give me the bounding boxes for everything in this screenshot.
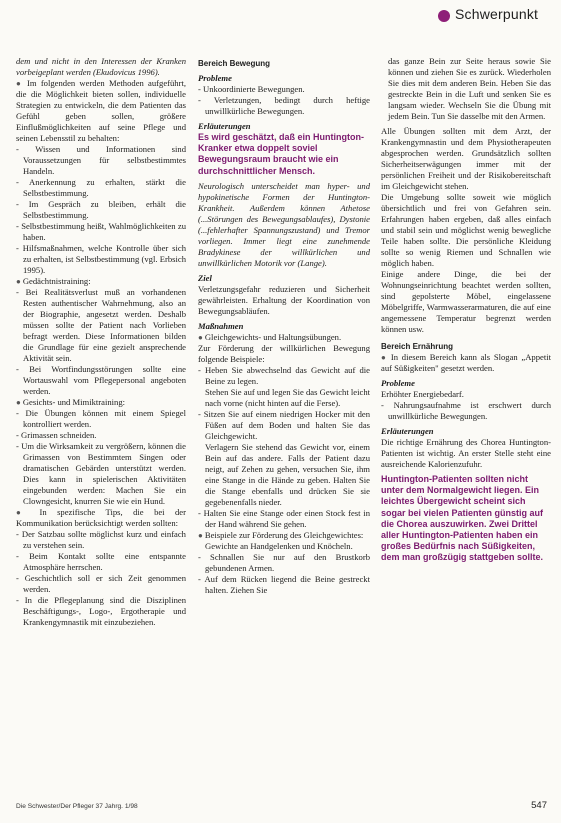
column-2 (198, 56, 370, 596)
list-item: - Unkoordinierte Bewegungen. (198, 84, 370, 95)
page-header (0, 0, 561, 36)
bullet-paragraph: ● Im folgenden werden Methoden aufgeführt, die die Möglichkeit bieten sollen, individuelle Strategien zu entwickeln, die dem Patienten das Gefühl geben sollen, größere Einflußmöglichkeiten auf seine Pflege und seinen Lebensstil zu behalten: (16, 78, 186, 144)
bullet-paragraph: ● Gleichgewichts- und Haltungsübungen. (198, 332, 370, 343)
section-title: Schwerpunkt (455, 6, 539, 22)
list-item: - Geschichtlich soll er sich Zeit genommen werden. (16, 573, 186, 595)
list-item: - Um die Wirksamkeit zu vergrößern, können die Grimassen von Bestimmtem Singen oder dramatischen Gebärden unterstützt werden. Dies kann in spielerischen Aktivitäten eingebunden werden: Machen Sie ein Clowngesicht, knurren Sie wie ein Hund. (16, 441, 186, 507)
paragraph: Zur Förderung der willkürlichen Bewegung folgende Beispiele: (198, 342, 370, 364)
list-item: - Hilfsmaßnahmen, welche Kontrolle über sich zu erhalten, ist Selbstbestimmung (vgl. Erbsich 1995). (16, 243, 186, 276)
bullet-paragraph: ● Gedächtnistraining: (16, 276, 186, 287)
list-item: - Bei Realitätsverlust muß an vorhandenen Resten authentischer Wahrnehmung, also an der Biographie, angesetzt werden. Deshalb müssen sollte der Patient nach Vorlieben befragt werden. Diese Informationen bilden die Grundlage für eine gezielt ansprechende Aktivität sein. (16, 287, 186, 364)
bullet-paragraph: ● In spezifische Tips, die bei der Kommunikation berücksichtigt werden sollten: (16, 507, 186, 529)
paragraph: dem und nicht in den Interessen der Kranken vorbeigeplant werden (Ekudovicus 1996). (16, 56, 186, 77)
page-number: 547 (531, 800, 547, 811)
list-item: - Halten Sie eine Stange oder einen Stock fest in der Hand während Sie gehen. (198, 508, 370, 530)
pull-quote: Es wird geschätzt, daß ein Huntington-Kranker etwa doppelt soviel Bewegungsraum braucht wie ein durchschnittlicher Mensch. (198, 132, 365, 176)
list-item: - Im Gespräch zu bleiben, erhält die Selbstbestimmung. (16, 199, 186, 221)
subheading: Probleme (198, 73, 232, 83)
subheading: Erläuterungen (381, 426, 434, 436)
subheading: Probleme (381, 378, 415, 388)
footer-publication: Die Schwester/Der Pfleger 37 Jahrg. 1/98 (16, 803, 138, 810)
list-item: - Bei Wortfindungsstörungen sollte eine Wortauswahl vom Pflegepersonal angeboten werden. (16, 364, 186, 397)
paragraph: Verletzungsgefahr reduzieren und Sicherheit gewährleisten. Erhaltung der Koordination von Bewegungsabläufen. (198, 283, 370, 316)
list-item: - Wissen und Informationen sind Voraussetzungen für selbstbestimmtes Handeln. (16, 144, 186, 177)
list-item: - Anerkennung zu erhalten, stärkt die Selbstbestimmung. (16, 177, 186, 199)
list-item: - Die Übungen können mit einem Spiegel kontrolliert werden. (16, 408, 186, 430)
pull-quote: Huntington-Patienten sollten nicht unter dem Normalgewicht liegen. Ein leichtes Übergewicht scheint sich sogar bei vielen Patienten günstig auf die Chorea auszuwirken. Zwei Drittel aller Huntington-Patienten haben ein großes Bedürfnis nach Süßigkeiten, dem man großzügig stattgeben sollte. (381, 474, 544, 563)
paragraph: Neurologisch unterscheidet man hyper- und hypokinetische Formen der Huntington-Krankheit. Außerdem können Athetose (...Störungen des Bewegungsablaufes), Dystonie (...fehlerhafter Spannungszustand) und Tremor vorliegen. Immer liegt eine zunehmende Bradykinese der willkürlichen und unwillkürlichen Motorik vor (Lange). (198, 180, 370, 268)
subheading: Ziel (198, 272, 212, 283)
paragraph: Alle Übungen sollten mit dem Arzt, der Krankengymnastin und dem Physiotherapeuten abgesprochen werden. Grundsätzlich sollten Sicherheitserwägungen immer mit der persönlichen Freiheit und der Risikobereitschaft im Gleichgewicht stehen. (381, 126, 551, 191)
list-item: - Auf dem Rücken liegend die Beine gestreckt halten. Ziehen Sie (198, 574, 370, 596)
section-heading: Bereich Ernährung (381, 342, 454, 351)
column-1 (16, 56, 186, 628)
paragraph: das ganze Bein zur Seite heraus sowie Sie können und ziehen Sie es zurück. Wiederholen Sie dies mit dem anderen Bein. Heben Sie das gestreckte Bein in die Luft und senken Sie es langsam wieder. Wechseln Sie die Übung mit jedem Bein. Tun Sie dasselbe mit den Armen. (388, 56, 551, 121)
list-item: - Der Satzbau sollte möglichst kurz und einfach zu verstehen sein. (16, 529, 186, 551)
list-item: - Sitzen Sie auf einem niedrigen Hocker mit den Füßen auf dem Boden und halten Sie das Gleichgewicht. (198, 409, 370, 442)
paragraph: Die richtige Ernährung des Chorea Huntington-Patienten ist wichtig. An erster Stelle steht eine ausreichende Kalorienzufuhr. (381, 437, 551, 469)
paragraph: Stehen Sie auf und legen Sie das Gewicht leicht nach vorne (nicht hinten auf die Ferse). (205, 386, 370, 408)
list-item: - Grimassen schneiden. (16, 430, 186, 441)
paragraph: Erhöhter Energiebedarf. (381, 389, 464, 399)
list-item: - Beim Kontakt sollte eine entspannte Atmosphäre herrschen. (16, 551, 186, 573)
paragraph: Einige andere Dinge, die bei der Wohnungseinrichtung beachtet werden sollten, sind gepolsterte Möbel, eingelassene Möbelgriffe, Warmwasserarmaturen, die auf eine angemessene Temperatur begrenzt werden können usw. (381, 269, 551, 334)
list-item: - In die Pflegeplanung sind die Disziplinen Beschäftigungs-, Logo-, Ergotherapie und Krankengymnastik mit einzubeziehen. (16, 595, 186, 628)
list-item: - Heben Sie abwechselnd das Gewicht auf die Beine zu legen. (198, 365, 370, 387)
bullet-paragraph: ● Gesichts- und Mimiktraining: (16, 397, 186, 408)
bullet-paragraph: ● Beispiele zur Förderung des Gleichgewichtes: (198, 530, 370, 541)
paragraph: Die Umgebung sollte soweit wie möglich übersichtlich und frei von Gefahren sein. Erfahrungen haben ergeben, daß alles einfach und stabil sein und möglichst wenig bewegliche Teile haben sollte. Die persönliche Kleidung sollte so wenig Riemen und Schnallen wie möglich haben. (381, 192, 551, 268)
list-item: - Schnallen Sie nur auf den Brustkorb gebundenen Armen. (198, 552, 370, 574)
subheading: Erläuterungen (198, 121, 251, 131)
list-item: - Selbstbestimmung heißt, Wahlmöglichkeiten zu haben. (16, 221, 186, 243)
column-3 (381, 56, 551, 564)
list-item: - Verletzungen, bedingt durch heftige unwillkürliche Bewegungen. (198, 95, 370, 117)
paragraph: Verlagern Sie stehend das Gewicht vor, einem Bein auf das andere. Falls der Patient dazu neigt, auf Zehen zu gehen, versuchen Sie, ihm eine Stange in die Hände zu geben. Halten Sie die Stange ebenfalls und drücken Sie sie gegebenenfalls nieder. (205, 441, 370, 507)
section-marker-icon (438, 10, 450, 22)
bullet-paragraph: ● In diesem Bereich kann als Slogan „Appetit auf Süßigkeiten" gesetzt werden. (381, 352, 551, 374)
section-heading: Bereich Bewegung (198, 59, 271, 68)
list-item: - Nahrungsaufnahme ist erschwert durch unwillkürliche Bewegungen. (381, 400, 551, 422)
paragraph: Gewichte an Handgelenken und Knöcheln. (205, 540, 353, 551)
subheading: Maßnahmen (198, 320, 244, 331)
